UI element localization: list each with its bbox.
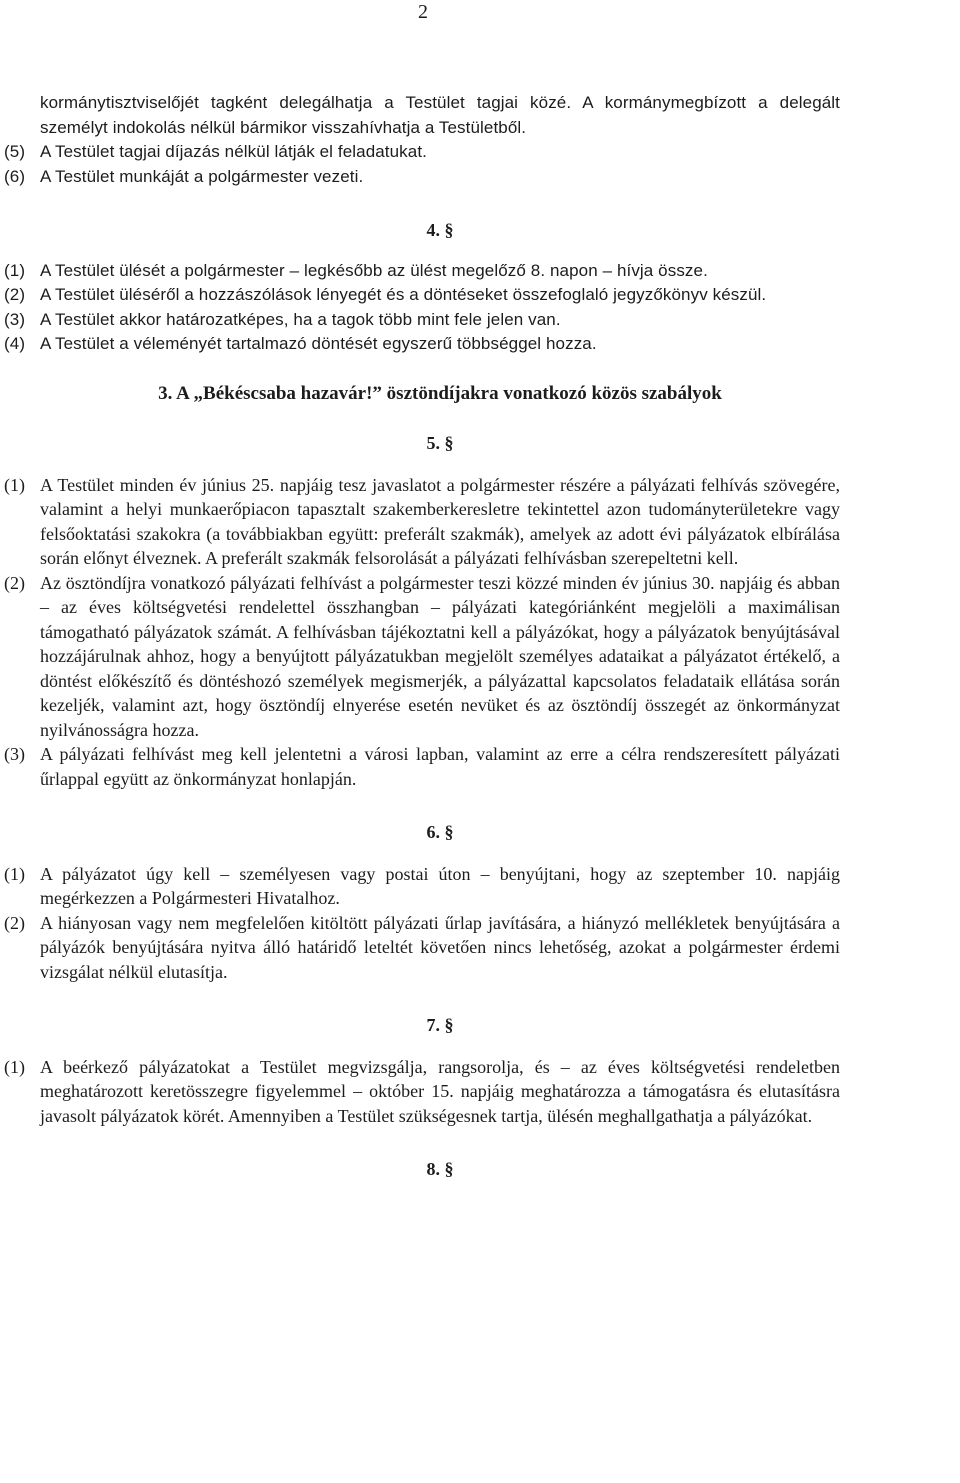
item-text: A Testület tagjai díjazás nélkül látják el feladatukat. [40, 142, 427, 161]
item-number: (3) [4, 744, 25, 764]
item-number: (2) [4, 912, 25, 933]
item-text: Az ösztöndíjra vonatkozó pályázati felhívást a polgármester teszi közzé minden év június 30. napjáig és abban – az éves költségvetési rendelettel összhangban – pályázati kategóriánként megjelöli a maximálisan támogatható pályázatok számát. A felhívásban tájékoztatni kell a pályázókat, hogy a pályázatok benyújtásával hozzájárulnak ahhoz, hogy a benyújtott pályázatukban megjelölt személyes adataikat a pályázatot értékelő, a döntést előkészítő és döntéshozó személyek megismerjék, a pályázattal kapcsolatos feladataik ellátása során kezeljék, valamint azt, hogy ösztöndíj elnyerése esetén nevüket és az ösztöndíj összegét az önkormányzat nyilvánosságra hozza. [40, 572, 840, 740]
section-5-item-3 [4, 742, 840, 791]
item-text: A Testület minden év június 25. napjáig tesz javaslatot a polgármester részére a pályázati felhívás szövegére, valamint a helyi munkaerőpiacon tapasztalt szakemberkeresletre tekintettel azon tudományterületekre vagy felsőoktatási szakokra (a továbbiakban együtt: preferált szakmák), amelyek az adott évi pályázatok elbírálása során előnyt élveznek. A preferált szakmák felsorolását a pályázati felhívásban szerepeltetni kell. [40, 474, 840, 568]
item-number: (2) [4, 285, 26, 304]
intro-item-6 [4, 165, 840, 190]
section-6-item-1 [4, 862, 840, 911]
item-number: (2) [4, 572, 25, 593]
intro-continuation: kormánytisztviselőjét tagként delegálhatja a Testület tagjai közé. A kormánymegbízott a delegált személyt indokolás nélkül bármikor visszahívhatja a Testületből. [40, 93, 840, 137]
item-number: (3) [4, 309, 26, 329]
chapter-3-heading: 3. A „Békéscsaba hazavár!” ösztöndíjakra vonatkozó közös szabályok [158, 382, 722, 404]
item-text: A beérkező pályázatokat a Testület megvizsgálja, rangsorolja, és – az éves költségvetési rendeletben meghatározott keretösszegre figyelemmel – október 15. napjáig meghatározza a támogatásra és elutasításra javasolt pályázatok körét. Amennyiben a Testület szükségesnek tartja, ülésén meghallgathatja a pályázókat. [40, 1056, 840, 1126]
item-number: (1) [4, 260, 26, 280]
item-number: (6) [4, 166, 26, 186]
section-4-item-3 [4, 308, 840, 333]
item-text: A Testület üléséről a hozzászólások lényegét és a döntéseket összefoglaló jegyzőkönyv készül. [40, 285, 767, 304]
section-6-heading: 6. § [426, 822, 454, 842]
item-number: (1) [4, 474, 25, 495]
item-text: A Testület a véleményét tartalmazó döntését egyszerű többséggel hozza. [40, 334, 597, 353]
item-number: (4) [4, 334, 26, 353]
section-6-item-2 [4, 911, 840, 985]
item-number: (1) [4, 863, 25, 884]
item-text: A pályázatot úgy kell – személyesen vagy postai úton – benyújtani, hogy az szeptember 10. napjáig megérkezzen a Polgármesteri Hivatalhoz. [40, 863, 840, 908]
section-5-item-1 [4, 473, 840, 571]
intro-item-5 [4, 140, 840, 165]
section-7-heading: 7. § [426, 1015, 454, 1035]
section-4-item-2 [4, 283, 840, 308]
item-number: (5) [4, 142, 26, 161]
section-5-heading: 5. § [426, 433, 454, 453]
item-text: A hiányosan vagy nem megfelelően kitöltött pályázati űrlap javítására, a hiányzó mellékletek benyújtására a pályázók benyújtására nyitva álló határidő leteltét követően nincs lehetőség, azokat a polgármester érdemi vizsgálat nélkül elutasítja. [40, 912, 840, 982]
section-4-heading: 4. § [426, 220, 454, 240]
section-4-item-1 [4, 259, 840, 284]
section-8-heading: 8. § [426, 1159, 454, 1179]
document-body [4, 91, 840, 1182]
item-number: (1) [4, 1056, 25, 1077]
item-text: A Testület akkor határozatképes, ha a tagok több mint fele jelen van. [40, 309, 561, 329]
section-7-item-1 [4, 1055, 840, 1129]
item-text: A Testület munkáját a polgármester vezeti. [40, 166, 364, 186]
section-4-item-4 [4, 332, 840, 357]
section-5-item-2 [4, 571, 840, 743]
item-text: A Testület ülését a polgármester – legkésőbb az ülést megelőző 8. napon – hívja össze. [40, 260, 708, 280]
page-number: 2 [418, 1, 428, 23]
item-text: A pályázati felhívást meg kell jelentetni a városi lapban, valamint az erre a célra rendszeresített pályázati űrlappal együtt az önkormányzat honlapján. [40, 744, 840, 789]
